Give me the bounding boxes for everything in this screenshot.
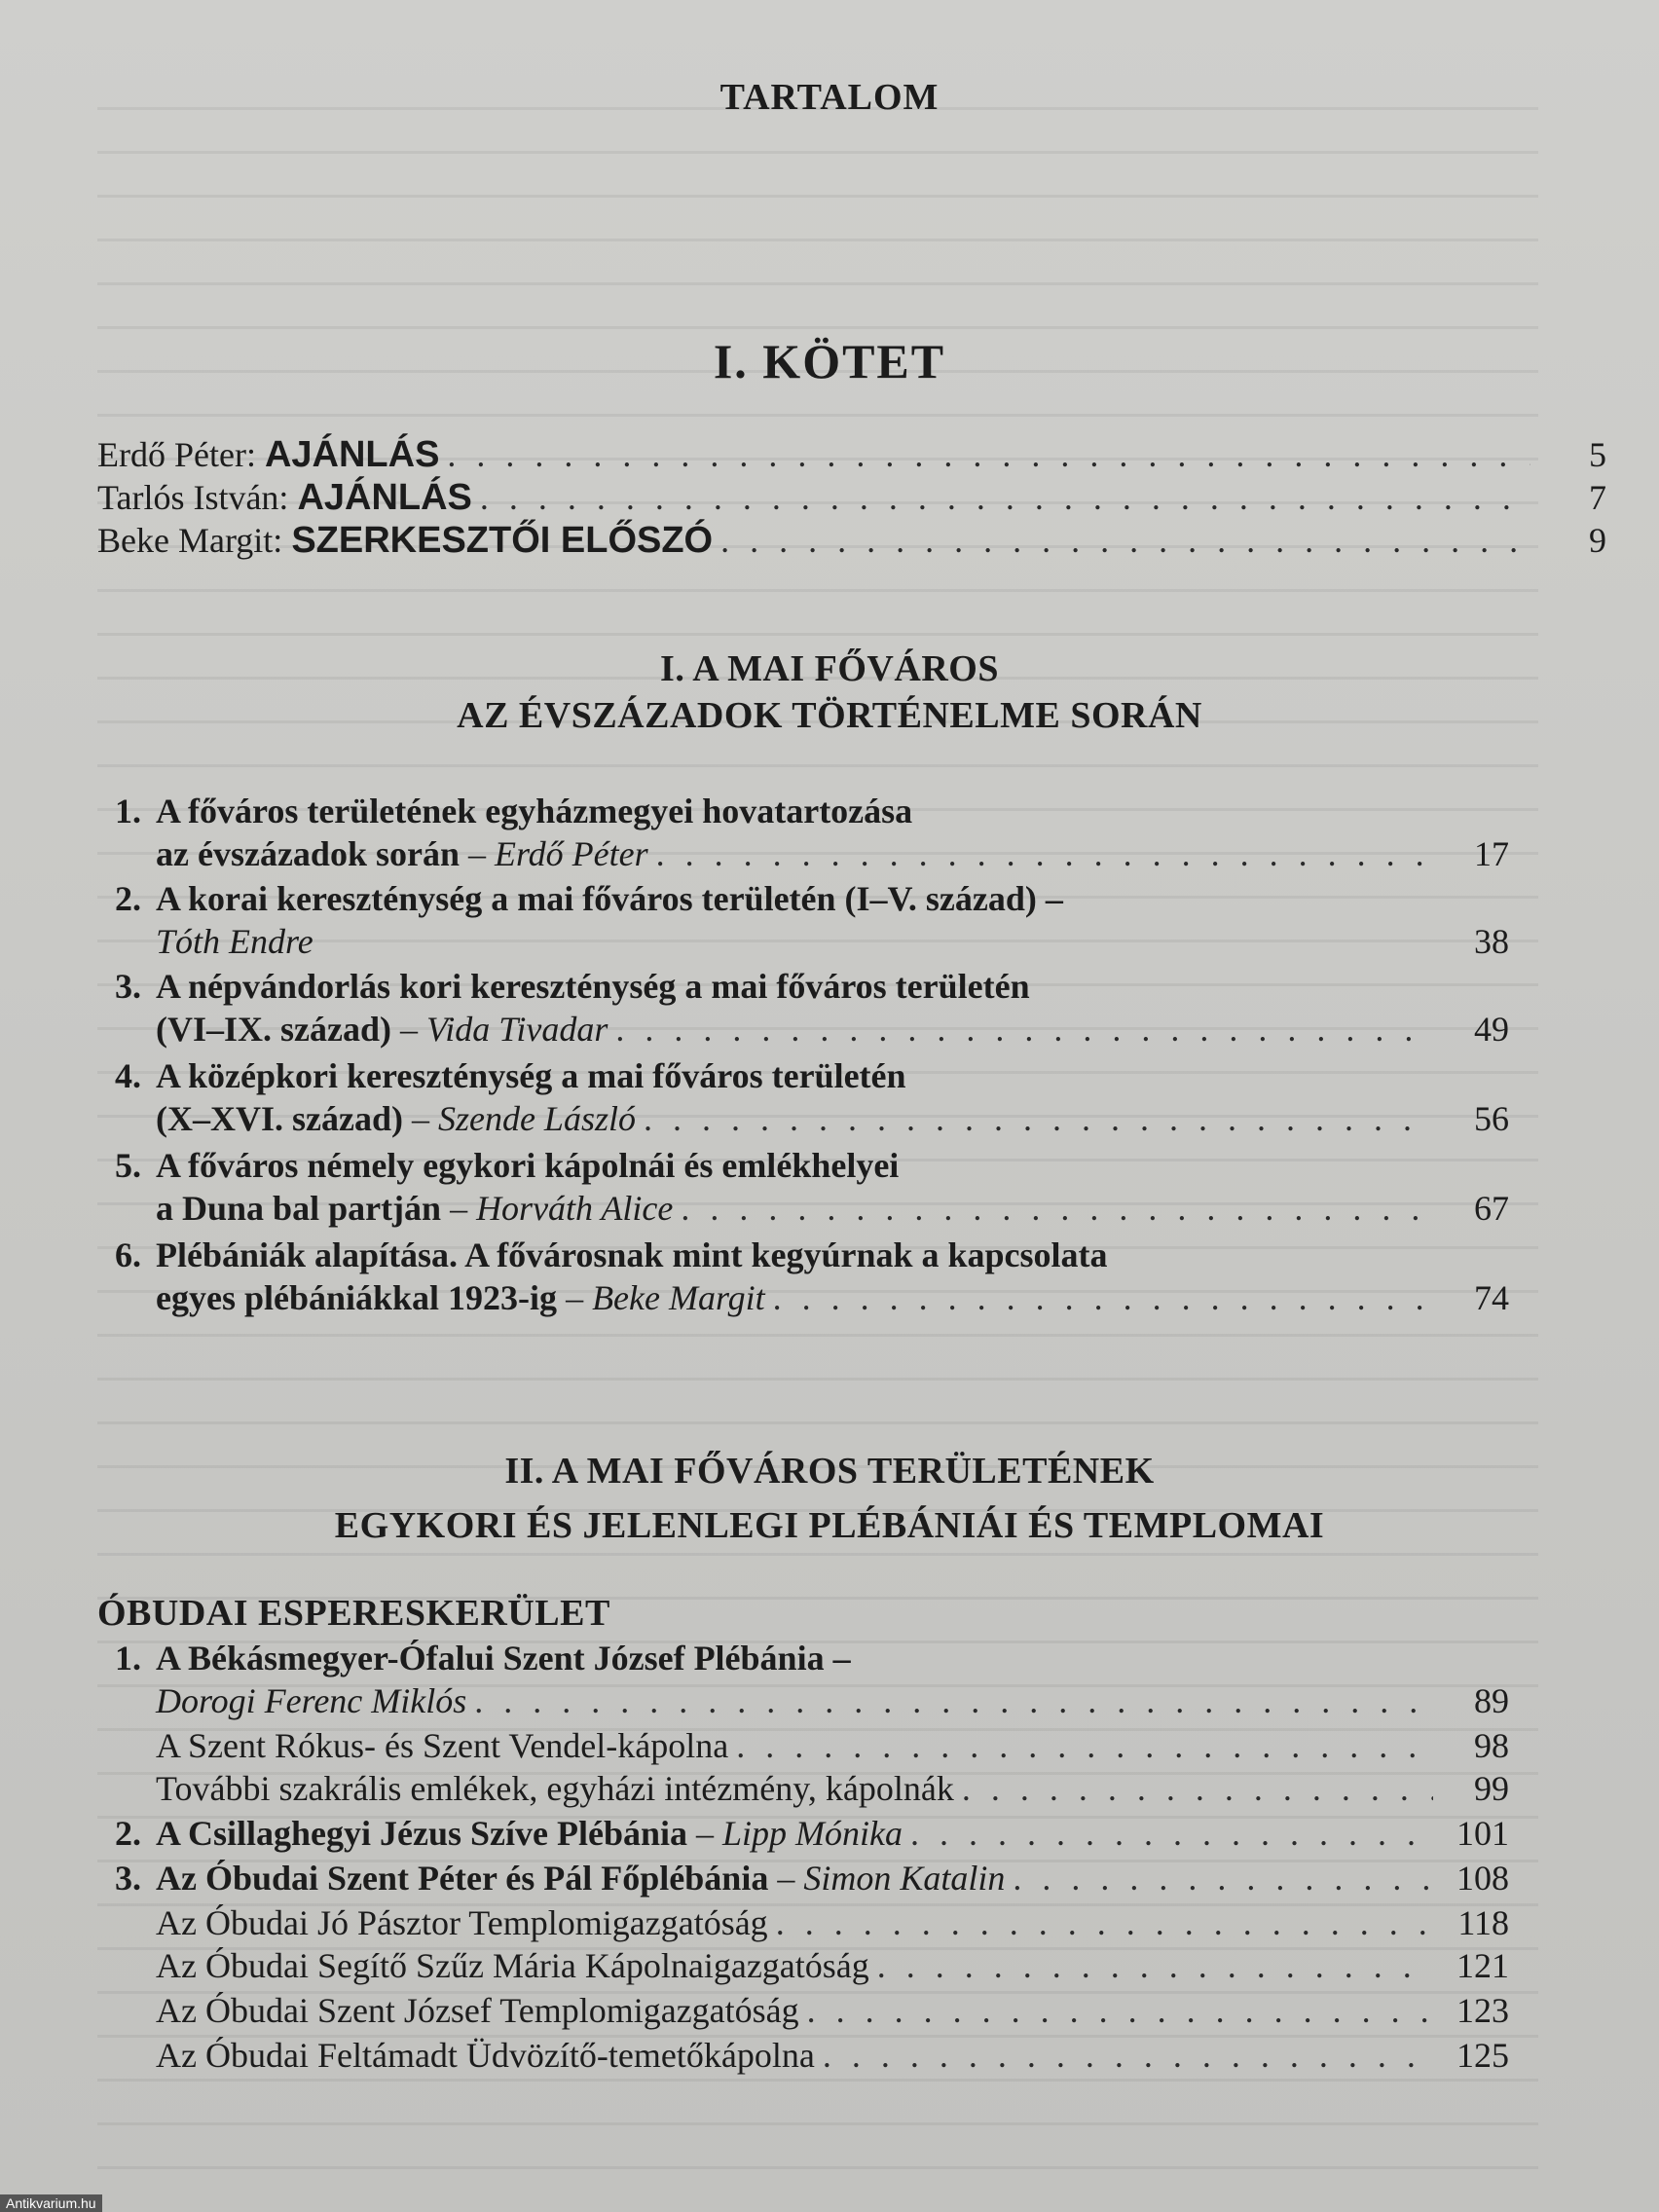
entry-title-line: A középkori kereszténység a mai főváros területén <box>156 1056 906 1095</box>
dot-leader <box>962 1768 1433 1809</box>
entry-title-line: A népvándorlás kori kereszténység a mai főváros területén <box>156 967 1030 1006</box>
entry-number: 5. <box>115 1146 141 1185</box>
entry-author: Erdő Péter <box>494 834 648 873</box>
page-number: 56 <box>1474 1099 1509 1138</box>
entry-title-line: (X–XVI. század) <box>156 1099 403 1138</box>
page-number: 98 <box>1474 1726 1509 1765</box>
dot-leader <box>823 2035 1433 2076</box>
page-number: 121 <box>1456 1946 1509 1985</box>
subentry-title: Az Óbudai Szent József Templomigazgatóság <box>156 1991 799 2030</box>
entry-number: 1. <box>115 1639 141 1677</box>
entry-title-line: Az Óbudai Szent Péter és Pál Főplébánia <box>156 1859 769 1898</box>
preface-entry[interactable] <box>97 520 1606 563</box>
page-number: 74 <box>1474 1278 1509 1317</box>
preface-author: Beke Margit: <box>97 521 283 560</box>
dot-leader <box>720 520 1530 561</box>
toc-entry-title[interactable] <box>115 1638 851 1678</box>
page-number: 5 <box>1589 435 1606 474</box>
subsection-heading: ÓBUDAI ESPERESKERÜLET <box>97 1593 610 1634</box>
entry-title-line: A Csillaghegyi Jézus Szíve Plébánia <box>156 1814 688 1853</box>
subentry-title: Az Óbudai Segítő Szűz Mária Kápolnaigazgatóság <box>156 1946 869 1985</box>
toc-subentry[interactable] <box>156 2035 1509 2078</box>
entry-author: Szende László <box>437 1099 636 1138</box>
entry-number: 6. <box>115 1235 141 1274</box>
entry-author: Horváth Alice <box>476 1189 674 1228</box>
toc-subentry[interactable] <box>156 1990 1509 2033</box>
page-number: 67 <box>1474 1189 1509 1228</box>
entry-number: 2. <box>115 1814 141 1853</box>
preface-author: Erdő Péter: <box>97 435 256 474</box>
page-number: 99 <box>1474 1769 1509 1808</box>
subentry-title: Az Óbudai Jó Pásztor Templomigazgatóság <box>156 1903 768 1942</box>
toc-entry[interactable]: (X–XVI. század) – Szende László . . . 56 <box>156 1098 1509 1141</box>
subentry-title: További szakrális emlékek, egyházi intézmény, kápolnák <box>156 1769 954 1808</box>
toc-entry[interactable]: 3. Az Óbudai Szent Péter és Pál Főplébánia – Simon Katalin . . . 108 <box>115 1858 1509 1900</box>
preface-entry[interactable] <box>97 477 1606 520</box>
page-number: 17 <box>1474 834 1509 873</box>
page-number: 108 <box>1456 1859 1509 1898</box>
entry-title-line: A főváros területének egyházmegyei hovatartozása <box>156 792 913 830</box>
dot-leader <box>480 477 1530 518</box>
volume-title: I. KÖTET <box>713 334 946 388</box>
entry-title-line: egyes plébániákkal 1923-ig <box>156 1278 558 1317</box>
entry-author: Lipp Mónika <box>722 1814 903 1853</box>
dot-leader <box>681 1188 1433 1229</box>
entry-author: Beke Margit <box>592 1278 765 1317</box>
dot-leader <box>877 1945 1433 1986</box>
toc-entry-title[interactable] <box>115 1055 906 1096</box>
page-number: 125 <box>1456 2036 1509 2075</box>
entry-title-line: A korai kereszténység a mai főváros területén (I–V. század) – <box>156 879 1063 918</box>
toc-entry[interactable]: 2. A Csillaghegyi Jézus Szíve Plébánia – Lipp Mónika . . . 101 <box>115 1813 1509 1856</box>
entry-number: 3. <box>115 967 141 1006</box>
toc-entry[interactable]: (VI–IX. század) – Vida Tivadar . . . 49 <box>156 1009 1509 1051</box>
dot-leader <box>736 1725 1433 1766</box>
dot-leader <box>447 434 1530 475</box>
page-number: 101 <box>1456 1814 1509 1853</box>
subentry-title: A Szent Rókus- és Szent Vendel-kápolna <box>156 1726 729 1765</box>
page-number: 118 <box>1457 1903 1509 1942</box>
toc-subentry[interactable] <box>156 1725 1509 1768</box>
preface-title: AJÁNLÁS <box>297 477 472 518</box>
entry-author: Simon Katalin <box>803 1859 1006 1898</box>
toc-entry-title[interactable] <box>115 966 1030 1007</box>
preface-author: Tarlós István: <box>97 478 289 517</box>
dot-leader <box>474 1680 1433 1721</box>
toc-subentry[interactable] <box>156 1768 1509 1811</box>
entry-title-line: (VI–IX. század) <box>156 1010 391 1049</box>
entry-number: 3. <box>115 1859 141 1898</box>
dot-leader <box>615 1009 1433 1050</box>
toc-entry-title[interactable] <box>115 791 912 831</box>
entry-title-line: A Békásmegyer-Ófalui Szent József Plébánia – <box>156 1639 851 1677</box>
preface-title: SZERKESZTŐI ELŐSZÓ <box>291 520 714 561</box>
dot-leader <box>644 1098 1433 1139</box>
toc-entry[interactable] <box>156 1680 1509 1723</box>
entry-title-line: A főváros némely egykori kápolnái és emlékhelyei <box>156 1146 900 1185</box>
watermark: Antikvarium.hu <box>0 2194 102 2212</box>
entry-number: 1. <box>115 792 141 830</box>
entry-number: 4. <box>115 1056 141 1095</box>
toc-entry[interactable] <box>156 921 1509 964</box>
section-heading: EGYKORI ÉS JELENLEGI PLÉBÁNIÁI ÉS TEMPLOMAI <box>334 1505 1325 1546</box>
toc-subentry[interactable] <box>156 1902 1509 1945</box>
preface-entry[interactable] <box>97 434 1606 477</box>
dot-leader <box>1013 1858 1433 1899</box>
page-number: 49 <box>1474 1010 1509 1049</box>
dot-leader <box>776 1902 1433 1943</box>
entry-author: Dorogi Ferenc Miklós <box>156 1681 467 1720</box>
page-title: TARTALOM <box>719 77 940 118</box>
toc-entry-title[interactable] <box>115 1145 899 1186</box>
section-heading: I. A MAI FŐVÁROS <box>660 648 999 689</box>
section-heading: AZ ÉVSZÁZADOK TÖRTÉNELME SORÁN <box>457 695 1202 736</box>
toc-entry[interactable]: az évszázadok során – Erdő Péter . . . 17 <box>156 833 1509 876</box>
subentry-title: Az Óbudai Feltámadt Üdvözítő-temetőkápolna <box>156 2036 815 2075</box>
page-number: 123 <box>1456 1991 1509 2030</box>
entry-author: Tóth Endre <box>156 922 313 961</box>
toc-entry-title[interactable] <box>115 878 1063 919</box>
toc-entry[interactable]: egyes plébániákkal 1923-ig – Beke Margit . . . 74 <box>156 1277 1509 1320</box>
toc-subentry[interactable] <box>156 1945 1509 1988</box>
entry-title-line: az évszázadok során <box>156 834 460 873</box>
page-number: 7 <box>1589 478 1606 517</box>
page-number: 38 <box>1474 922 1509 961</box>
entry-title-line: Plébániák alapítása. A fővárosnak mint kegyúrnak a kapcsolata <box>156 1235 1108 1274</box>
toc-entry[interactable]: a Duna bal partján – Horváth Alice . . . 67 <box>156 1188 1509 1231</box>
preface-title: AJÁNLÁS <box>264 434 440 475</box>
section-heading: II. A MAI FŐVÁROS TERÜLETÉNEK <box>504 1451 1155 1492</box>
page-number: 9 <box>1589 521 1606 560</box>
entry-number: 2. <box>115 879 141 918</box>
entry-author: Vida Tivadar <box>425 1010 608 1049</box>
toc-entry-title[interactable] <box>115 1235 1108 1275</box>
dot-leader <box>807 1990 1433 2031</box>
page-number: 89 <box>1474 1681 1509 1720</box>
dot-leader <box>910 1813 1433 1854</box>
dot-leader <box>773 1277 1433 1318</box>
entry-title-line: a Duna bal partján <box>156 1189 442 1228</box>
dot-leader <box>656 833 1433 874</box>
